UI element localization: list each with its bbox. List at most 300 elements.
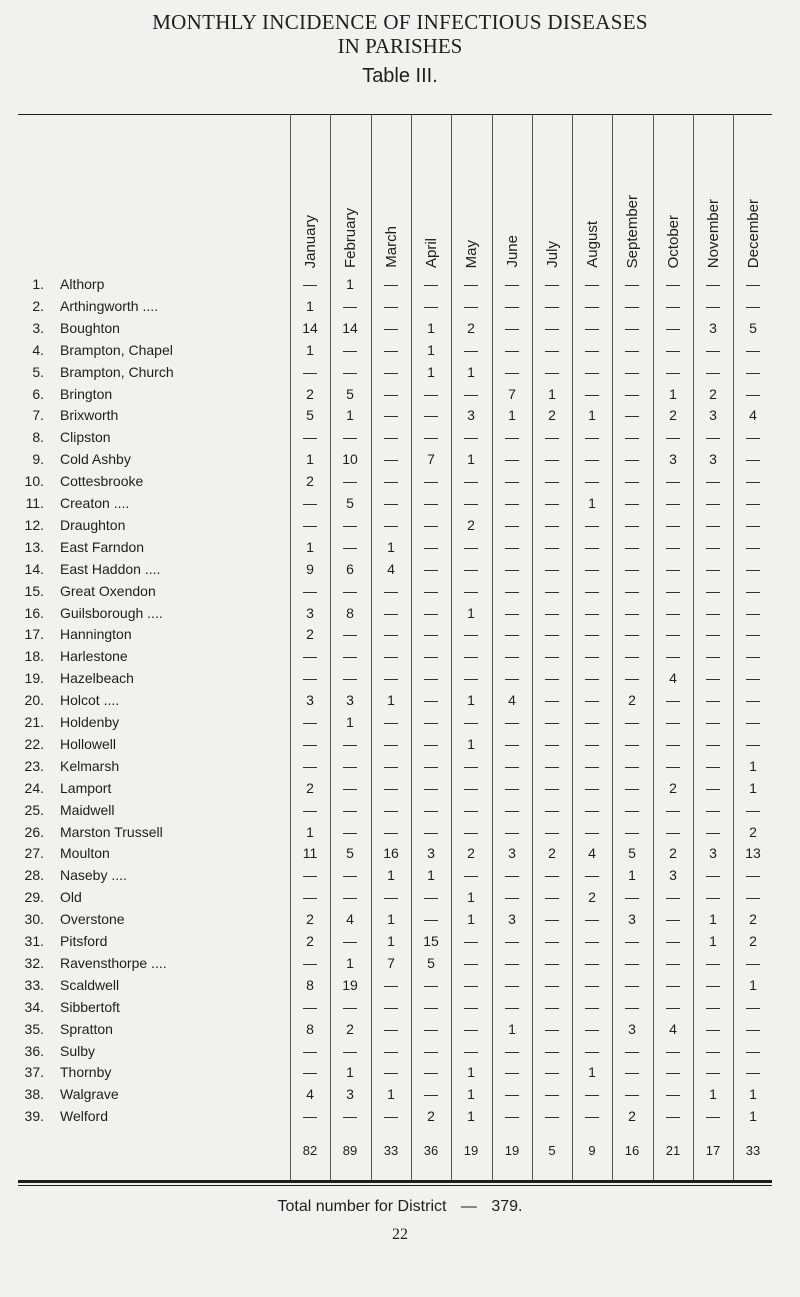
- cell-value: —: [746, 999, 760, 1015]
- total-value: 5: [548, 1143, 556, 1158]
- cell-value: —: [464, 933, 478, 949]
- row-number: 1.: [32, 276, 44, 292]
- cell-value: 1: [508, 407, 516, 423]
- cell-value: 2: [628, 692, 636, 708]
- row-number: 22.: [24, 736, 44, 752]
- table-row: [0, 867, 800, 889]
- cell-value: 5: [346, 845, 354, 861]
- cell-value: 1: [346, 955, 354, 971]
- month-header-label: September: [623, 194, 641, 268]
- cell-value: 1: [387, 933, 395, 949]
- cell-value: —: [585, 298, 599, 314]
- cell-value: —: [384, 407, 398, 423]
- row-number: 19.: [24, 670, 44, 686]
- cell-value: —: [545, 1043, 559, 1059]
- cell-value: 2: [306, 780, 314, 796]
- row-number: 14.: [24, 561, 44, 577]
- cell-value: —: [545, 539, 559, 555]
- cell-value: 1: [387, 1086, 395, 1102]
- cell-value: —: [706, 517, 720, 533]
- cell-value: —: [746, 473, 760, 489]
- cell-value: —: [545, 364, 559, 380]
- cell-value: —: [706, 626, 720, 642]
- cell-value: —: [746, 561, 760, 577]
- cell-value: —: [625, 298, 639, 314]
- cell-value: 4: [387, 561, 395, 577]
- month-header-label: July: [543, 241, 561, 268]
- cell-value: —: [505, 999, 519, 1015]
- month-header-label: March: [382, 226, 400, 268]
- cell-value: —: [545, 561, 559, 577]
- cell-value: —: [343, 626, 357, 642]
- cell-value: 5: [427, 955, 435, 971]
- table-row: [0, 670, 800, 692]
- table-row: [0, 473, 800, 495]
- cell-value: 3: [508, 911, 516, 927]
- cell-value: —: [666, 648, 680, 664]
- cell-value: —: [706, 298, 720, 314]
- cell-value: —: [706, 889, 720, 905]
- cell-value: —: [746, 298, 760, 314]
- cell-value: —: [303, 517, 317, 533]
- cell-value: —: [505, 758, 519, 774]
- cell-value: —: [746, 736, 760, 752]
- table-row: [0, 736, 800, 758]
- parish-name: East Farndon: [60, 539, 145, 555]
- cell-value: —: [585, 561, 599, 577]
- cell-value: —: [706, 1021, 720, 1037]
- cell-value: —: [343, 364, 357, 380]
- table-row: [0, 495, 800, 517]
- cell-value: —: [505, 320, 519, 336]
- cell-value: —: [666, 364, 680, 380]
- parish-name: Cold Ashby: [60, 451, 131, 467]
- cell-value: —: [424, 911, 438, 927]
- cell-value: —: [706, 342, 720, 358]
- cell-value: —: [666, 473, 680, 489]
- cell-value: 5: [306, 407, 314, 423]
- total-value: 89: [342, 1143, 358, 1158]
- cell-value: —: [545, 298, 559, 314]
- cell-value: —: [424, 605, 438, 621]
- cell-value: 3: [669, 867, 677, 883]
- row-number: 39.: [24, 1108, 44, 1124]
- cell-value: —: [585, 955, 599, 971]
- cell-value: 3: [669, 451, 677, 467]
- cell-value: —: [424, 692, 438, 708]
- cell-value: 2: [467, 517, 475, 533]
- cell-value: 1: [628, 867, 636, 883]
- table-row: [0, 539, 800, 561]
- cell-value: —: [424, 539, 438, 555]
- cell-value: —: [625, 539, 639, 555]
- cell-value: 15: [423, 933, 439, 949]
- cell-value: —: [424, 561, 438, 577]
- table-row: [0, 802, 800, 824]
- parish-name: Arthingworth ....: [60, 298, 159, 314]
- cell-value: —: [545, 867, 559, 883]
- cell-value: —: [464, 561, 478, 577]
- month-header: [411, 118, 451, 268]
- row-number: 8.: [32, 429, 44, 445]
- table-row: [0, 320, 800, 342]
- row-number: 28.: [24, 867, 44, 883]
- cell-value: —: [424, 670, 438, 686]
- cell-value: 1: [467, 605, 475, 621]
- cell-value: —: [706, 648, 720, 664]
- cell-value: —: [384, 583, 398, 599]
- table-row: [0, 1064, 800, 1086]
- cell-value: —: [585, 977, 599, 993]
- cell-value: —: [545, 933, 559, 949]
- cell-value: —: [706, 824, 720, 840]
- cell-value: —: [505, 583, 519, 599]
- cell-value: —: [706, 867, 720, 883]
- table-row: [0, 276, 800, 298]
- cell-value: 1: [508, 1021, 516, 1037]
- cell-value: —: [384, 473, 398, 489]
- table-row: [0, 517, 800, 539]
- month-header: [612, 118, 652, 268]
- cell-value: —: [343, 999, 357, 1015]
- cell-value: —: [505, 670, 519, 686]
- cell-value: —: [666, 736, 680, 752]
- cell-value: —: [706, 495, 720, 511]
- parish-name: Harlestone: [60, 648, 128, 664]
- table-row: [0, 977, 800, 999]
- cell-value: —: [585, 692, 599, 708]
- parish-name: Brington: [60, 386, 113, 402]
- cell-value: 3: [709, 407, 717, 423]
- table-row: [0, 999, 800, 1021]
- parish-name: Brixworth: [60, 407, 119, 423]
- row-number: 29.: [24, 889, 44, 905]
- row-number: 32.: [24, 955, 44, 971]
- parish-name: Holdenby: [60, 714, 120, 730]
- page-title-line2: IN PARISHES: [337, 34, 463, 58]
- cell-value: 2: [749, 911, 757, 927]
- cell-value: —: [625, 473, 639, 489]
- cell-value: —: [585, 758, 599, 774]
- cell-value: —: [666, 1064, 680, 1080]
- table-row: [0, 407, 800, 429]
- cell-value: —: [424, 583, 438, 599]
- cell-value: —: [625, 495, 639, 511]
- cell-value: —: [384, 386, 398, 402]
- cell-value: —: [303, 999, 317, 1015]
- cell-value: —: [746, 364, 760, 380]
- cell-value: —: [464, 583, 478, 599]
- cell-value: —: [545, 473, 559, 489]
- cell-value: —: [384, 736, 398, 752]
- cell-value: —: [666, 977, 680, 993]
- cell-value: —: [505, 1043, 519, 1059]
- cell-value: —: [625, 758, 639, 774]
- cell-value: —: [545, 495, 559, 511]
- cell-value: 2: [749, 933, 757, 949]
- cell-value: —: [505, 802, 519, 818]
- cell-value: 1: [467, 1086, 475, 1102]
- cell-value: —: [545, 824, 559, 840]
- cell-value: —: [343, 539, 357, 555]
- parish-name: Brampton, Church: [60, 364, 174, 380]
- row-number: 20.: [24, 692, 44, 708]
- cell-value: —: [424, 429, 438, 445]
- cell-value: —: [666, 758, 680, 774]
- cell-value: —: [585, 1021, 599, 1037]
- district-total-dash: —: [460, 1198, 477, 1215]
- cell-value: —: [706, 276, 720, 292]
- cell-value: —: [505, 495, 519, 511]
- cell-value: —: [384, 977, 398, 993]
- cell-value: 7: [508, 386, 516, 402]
- cell-value: —: [505, 824, 519, 840]
- cell-value: —: [505, 648, 519, 664]
- cell-value: 1: [427, 320, 435, 336]
- row-number: 13.: [24, 539, 44, 555]
- cell-value: 1: [467, 451, 475, 467]
- cell-value: —: [666, 495, 680, 511]
- cell-value: —: [384, 780, 398, 796]
- cell-value: —: [545, 276, 559, 292]
- cell-value: —: [505, 736, 519, 752]
- total-value: 33: [383, 1143, 399, 1158]
- row-number: 38.: [24, 1086, 44, 1102]
- cell-value: —: [625, 977, 639, 993]
- cell-value: 1: [427, 342, 435, 358]
- cell-value: —: [384, 1021, 398, 1037]
- parish-name: Brampton, Chapel: [60, 342, 173, 358]
- cell-value: 13: [745, 845, 761, 861]
- cell-value: —: [384, 451, 398, 467]
- table-caption: Table III.: [362, 65, 438, 87]
- cell-value: 1: [588, 1064, 596, 1080]
- cell-value: —: [585, 386, 599, 402]
- cell-value: —: [666, 933, 680, 949]
- table-row: [0, 626, 800, 648]
- cell-value: —: [545, 1021, 559, 1037]
- parish-name: Creaton ....: [60, 495, 130, 511]
- row-number: 33.: [24, 977, 44, 993]
- cell-value: —: [303, 955, 317, 971]
- table-row: [0, 429, 800, 451]
- cell-value: —: [505, 867, 519, 883]
- table-bottom-rule-thin: [18, 1185, 772, 1186]
- parish-name: Naseby ....: [60, 867, 127, 883]
- cell-value: 3: [427, 845, 435, 861]
- cell-value: —: [384, 714, 398, 730]
- cell-value: 3: [467, 407, 475, 423]
- cell-value: —: [706, 605, 720, 621]
- cell-value: —: [303, 1064, 317, 1080]
- cell-value: 2: [467, 845, 475, 861]
- row-number: 35.: [24, 1021, 44, 1037]
- cell-value: —: [625, 320, 639, 336]
- table-row: [0, 1086, 800, 1108]
- cell-value: —: [343, 933, 357, 949]
- cell-value: —: [706, 583, 720, 599]
- cell-value: —: [424, 802, 438, 818]
- cell-value: 3: [306, 692, 314, 708]
- parish-name: Great Oxendon: [60, 583, 156, 599]
- cell-value: —: [625, 889, 639, 905]
- cell-value: —: [666, 802, 680, 818]
- cell-value: —: [746, 802, 760, 818]
- cell-value: —: [746, 517, 760, 533]
- cell-value: 2: [669, 845, 677, 861]
- table-row: [0, 692, 800, 714]
- row-number: 17.: [24, 626, 44, 642]
- cell-value: —: [625, 561, 639, 577]
- cell-value: —: [384, 517, 398, 533]
- cell-value: —: [625, 276, 639, 292]
- cell-value: —: [746, 276, 760, 292]
- cell-value: —: [746, 889, 760, 905]
- cell-value: —: [505, 977, 519, 993]
- cell-value: —: [505, 364, 519, 380]
- table-row: [0, 780, 800, 802]
- cell-value: —: [666, 889, 680, 905]
- cell-value: —: [666, 911, 680, 927]
- cell-value: —: [505, 298, 519, 314]
- cell-value: 8: [306, 977, 314, 993]
- cell-value: 1: [749, 1086, 757, 1102]
- cell-value: —: [464, 473, 478, 489]
- cell-value: —: [706, 473, 720, 489]
- cell-value: —: [424, 298, 438, 314]
- cell-value: 6: [346, 561, 354, 577]
- cell-value: —: [505, 933, 519, 949]
- cell-value: —: [545, 320, 559, 336]
- row-number: 9.: [32, 451, 44, 467]
- cell-value: —: [706, 429, 720, 445]
- cell-value: 2: [669, 780, 677, 796]
- month-header-label: May: [462, 239, 480, 268]
- cell-value: —: [424, 517, 438, 533]
- parish-name: Hannington: [60, 626, 132, 642]
- cell-value: —: [625, 736, 639, 752]
- month-header: [290, 118, 330, 268]
- cell-value: —: [464, 1043, 478, 1059]
- cell-value: —: [384, 1043, 398, 1059]
- cell-value: —: [343, 736, 357, 752]
- cell-value: —: [706, 364, 720, 380]
- cell-value: —: [505, 539, 519, 555]
- cell-value: 8: [306, 1021, 314, 1037]
- cell-value: —: [545, 451, 559, 467]
- cell-value: —: [545, 429, 559, 445]
- cell-value: —: [464, 824, 478, 840]
- cell-value: 1: [749, 758, 757, 774]
- cell-value: —: [625, 999, 639, 1015]
- cell-value: —: [625, 342, 639, 358]
- cell-value: —: [384, 648, 398, 664]
- cell-value: 2: [749, 824, 757, 840]
- cell-value: —: [545, 911, 559, 927]
- parish-name: Moulton: [60, 845, 110, 861]
- cell-value: —: [343, 758, 357, 774]
- cell-value: 2: [427, 1108, 435, 1124]
- cell-value: —: [303, 276, 317, 292]
- cell-value: —: [464, 342, 478, 358]
- cell-value: —: [666, 539, 680, 555]
- cell-value: 2: [346, 1021, 354, 1037]
- cell-value: —: [424, 824, 438, 840]
- parish-name: Pitsford: [60, 933, 108, 949]
- cell-value: —: [545, 758, 559, 774]
- cell-value: —: [505, 1086, 519, 1102]
- cell-value: —: [545, 583, 559, 599]
- month-header-label: November: [704, 198, 722, 268]
- cell-value: —: [706, 955, 720, 971]
- cell-value: —: [706, 714, 720, 730]
- cell-value: —: [384, 758, 398, 774]
- cell-value: —: [666, 583, 680, 599]
- row-number: 2.: [32, 298, 44, 314]
- cell-value: —: [666, 1086, 680, 1102]
- cell-value: 4: [346, 911, 354, 927]
- cell-value: 1: [427, 867, 435, 883]
- cell-value: —: [585, 342, 599, 358]
- month-header-label: January: [301, 214, 319, 268]
- cell-value: —: [746, 626, 760, 642]
- cell-value: —: [625, 517, 639, 533]
- cell-value: —: [343, 802, 357, 818]
- cell-value: —: [585, 1043, 599, 1059]
- table-row: [0, 933, 800, 955]
- district-total: [0, 1198, 800, 1216]
- cell-value: —: [343, 473, 357, 489]
- cell-value: —: [464, 298, 478, 314]
- table-row: [0, 845, 800, 867]
- cell-value: 1: [427, 364, 435, 380]
- cell-value: —: [706, 999, 720, 1015]
- cell-value: —: [585, 670, 599, 686]
- cell-value: —: [666, 605, 680, 621]
- total-value: 17: [705, 1143, 721, 1158]
- cell-value: 4: [669, 670, 677, 686]
- cell-value: —: [424, 1043, 438, 1059]
- cell-value: 1: [749, 977, 757, 993]
- cell-value: —: [666, 429, 680, 445]
- row-number: 24.: [24, 780, 44, 796]
- cell-value: —: [625, 824, 639, 840]
- month-header: [492, 118, 532, 268]
- cell-value: —: [746, 1064, 760, 1080]
- cell-value: 1: [467, 1064, 475, 1080]
- cell-value: —: [706, 780, 720, 796]
- cell-value: —: [746, 605, 760, 621]
- cell-value: —: [666, 999, 680, 1015]
- cell-value: —: [424, 780, 438, 796]
- total-value: 36: [423, 1143, 439, 1158]
- cell-value: —: [625, 648, 639, 664]
- cell-value: —: [585, 276, 599, 292]
- cell-value: —: [303, 364, 317, 380]
- cell-value: 1: [387, 692, 395, 708]
- cell-value: —: [666, 517, 680, 533]
- parish-name: Guilsborough ....: [60, 605, 163, 621]
- cell-value: 1: [709, 911, 717, 927]
- cell-value: —: [666, 955, 680, 971]
- cell-value: 3: [508, 845, 516, 861]
- cell-value: —: [464, 429, 478, 445]
- cell-value: —: [384, 605, 398, 621]
- cell-value: —: [343, 298, 357, 314]
- parish-name: Spratton: [60, 1021, 113, 1037]
- parish-name: Holcot ....: [60, 692, 120, 708]
- cell-value: —: [545, 889, 559, 905]
